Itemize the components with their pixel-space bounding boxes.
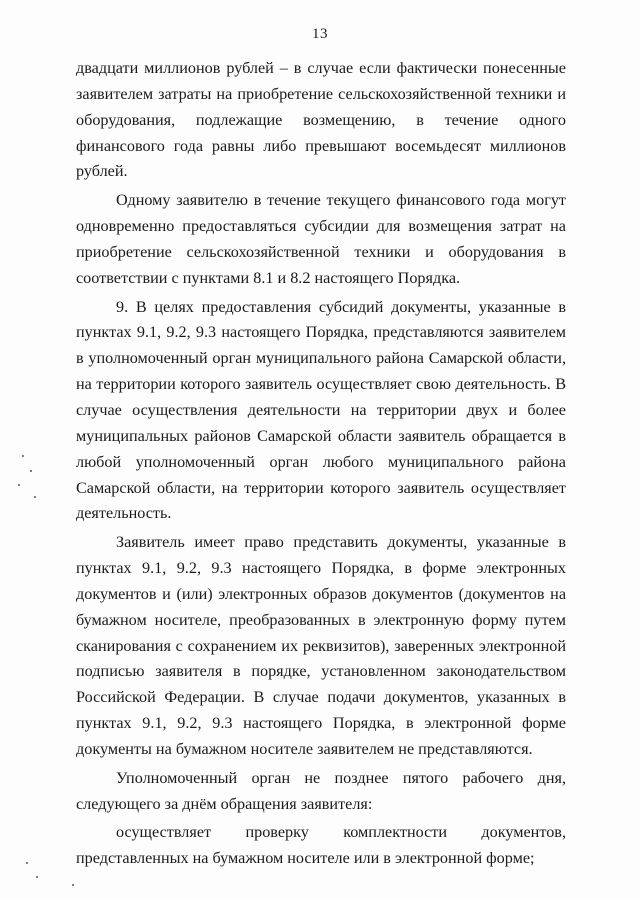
scan-speck [30,470,32,472]
document-body [76,56,566,872]
paragraph-clause-9: 9. В целях предоставления субсидий документы, указанные в пунктах 9.1, 9.2, 9.3 настоящего Порядка, представляются заявителем в уполномоченный орган муниципального района Самарской области, на территории которого заявитель осуществляет свою деятельность. В случае осуществления деятельности на территории двух и более муниципальных районов Самарской области заявитель обращается в любой уполномоченный орган любого муниципального района Самарской области, на территории которого заявитель осуществляет деятельность. [76,297,566,523]
page-number: 13 [312,26,328,42]
paragraph-authorized-body: Уполномоченный орган не позднее пятого рабочего дня, следующего за днём обращения заявителя: [76,768,566,813]
scan-speck [34,496,36,498]
scan-speck [72,884,74,886]
scan-speck [18,484,20,486]
paragraph-completeness-check: осуществляет проверку комплектности документов, представленных на бумажном носителе или в электронной форме; [76,823,566,868]
paragraph-electronic-documents: Заявитель имеет право представить документы, указанные в пунктах 9.1, 9.2, 9.3 настоящего Порядка, в форме электронных документов и (или) электронных образов документов (документов на бумажном носителе, преобразованных в электронную форму путем сканирования с сохранением их реквизитов), заверенных электронной подписью заявителя в порядке, установленном законодательством Российской Федерации. В случае подачи документов, указанных в пунктах 9.1, 9.2, 9.3 настоящего Порядка, в электронной форме документы на бумажном носителе заявителем не представляются. [76,533,566,758]
scan-speck [22,455,24,457]
scan-speck [36,876,38,878]
scan-speck [26,862,28,864]
paragraph-simultaneous-subsidies: Одному заявителю в течение текущего финансового года могут одновременно предоставляться субсидии для возмещения затрат на приобретение сельскохозяйственной техники и оборудования в соответствии с пунктами 8.1 и 8.2 настоящего Порядка. [76,191,566,287]
paragraph-continuation: двадцати миллионов рублей – в случае если фактически понесенные заявителем затраты на приобретение сельскохозяйственной техники и оборудования, подлежащие возмещению, в течение одного финансового года равны либо превышают восемьдесят миллионов рублей. [76,59,566,181]
